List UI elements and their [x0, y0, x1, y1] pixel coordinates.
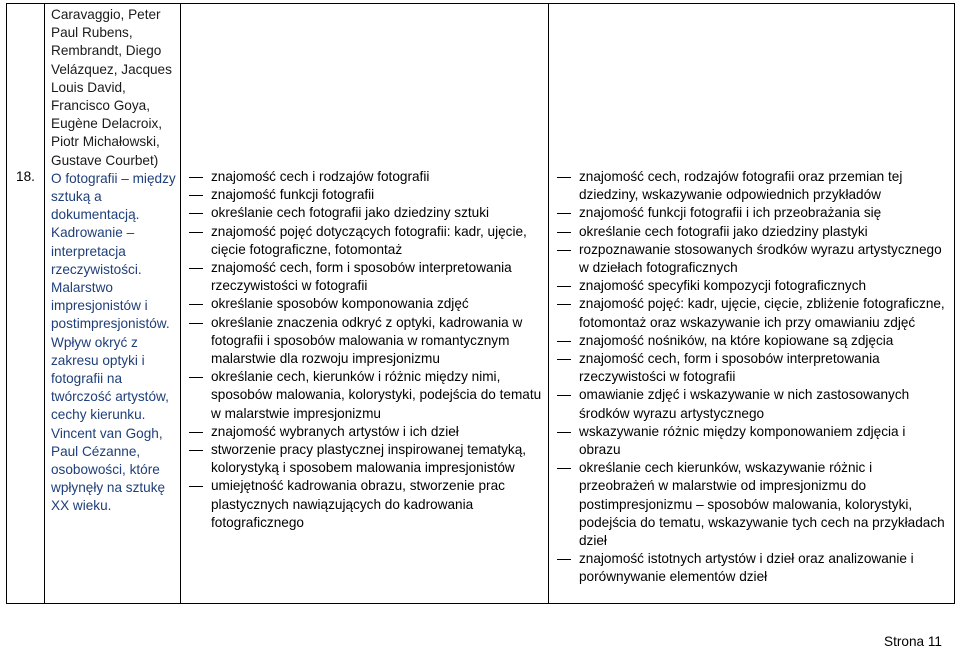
list-item — [189, 295, 542, 313]
list-item — [557, 223, 948, 241]
topic-line: Paul Cézanne, — [51, 443, 141, 459]
dash-icon — [189, 450, 203, 451]
list-item-text: znajomość funkcji fotografii i ich przeobrażania się — [579, 205, 882, 221]
dash-icon — [557, 250, 571, 251]
topic-line: wpłynęły na sztukę — [51, 480, 166, 496]
dash-icon — [557, 359, 571, 360]
curriculum-table — [6, 3, 955, 604]
topic-line: Paul Rubens, — [51, 25, 133, 41]
list-item-text: określanie cech kierunków, wskazywanie różnic i przeobrażeń w malarstwie od impresjonizmu do postimpresjonizmu – sposobów malowania, kolorystyki, podejścia do tematu, wskazywanie tych cech na przykładach dzieł — [579, 460, 945, 549]
topic-line: O fotografii – między — [51, 170, 176, 186]
topic-line: rzeczywistości. — [51, 261, 142, 277]
dash-icon — [189, 195, 203, 196]
topic-line: postimpresjonistów. — [51, 316, 170, 332]
list-item-text: znajomość wybranych artystów i ich dzieł — [211, 423, 459, 439]
list-item — [557, 204, 948, 222]
topic-line: XX wieku. — [51, 498, 112, 514]
dash-icon — [189, 232, 203, 233]
list-item-text: określanie cech fotografii jako dziedziny sztuki — [211, 205, 490, 221]
dash-icon — [557, 559, 571, 560]
list-item-text: określanie cech fotografii jako dziedziny plastyki — [579, 223, 868, 239]
list-item — [189, 223, 542, 259]
dash-icon — [189, 213, 203, 214]
list-item — [189, 259, 542, 295]
list-item-text: stworzenie pracy plastycznej inspirowanej tematyką, kolorystyką i sposobem malowania impresjonistów — [211, 442, 527, 476]
dash-icon — [557, 468, 571, 469]
list-item-text: znajomość cech, form i sposobów interpretowania rzeczywistości w fotografii — [211, 260, 512, 294]
requirements-extended-list — [557, 168, 948, 587]
dash-icon — [189, 486, 203, 487]
topic-line: interpretacja — [51, 243, 126, 259]
list-item — [557, 386, 948, 422]
list-item-text: znajomość funkcji fotografii — [211, 187, 375, 203]
dash-icon — [189, 323, 203, 324]
list-item-text: znajomość cech i rodzajów fotografii — [211, 169, 430, 184]
requirements-extended-cell — [549, 4, 955, 604]
list-item — [557, 295, 948, 331]
topic-line: Wpływ okryć z — [51, 334, 138, 350]
dash-icon — [557, 232, 571, 233]
list-item-text: określanie sposobów komponowania zdjęć — [211, 296, 469, 312]
list-item-text: znajomość cech, form i sposobów interpretowania rzeczywistości w fotografii — [579, 351, 880, 385]
list-item-text: rozpoznawanie stosowanych środków wyrazu artystycznego w dziełach fotograficznych — [579, 241, 942, 276]
dash-icon — [557, 286, 571, 287]
topic-line: Eugène Delacroix, — [51, 116, 163, 132]
topic-line: osobowości, które — [51, 462, 160, 478]
dash-icon — [557, 432, 571, 433]
list-item — [557, 168, 948, 204]
topic-description — [51, 170, 174, 516]
list-item — [557, 550, 948, 586]
list-item — [189, 186, 542, 204]
topic-line: impresjonistów i — [51, 298, 148, 314]
topic-cell — [45, 4, 181, 604]
topic-line: Caravaggio, Peter — [51, 7, 161, 22]
list-item — [557, 459, 948, 550]
list-item-text: znajomość cech, rodzajów fotografii oraz przemian tej dziedziny, wskazywanie odpowiednich przykładów — [579, 169, 903, 203]
dash-icon — [189, 432, 203, 433]
list-item-text: określanie znaczenia odkryć z optyki, kadrowania w fotografii i sposobów malowania w romantycznym malarstwie dla rozwoju impresjonizmu — [211, 314, 523, 367]
list-item — [557, 350, 948, 386]
list-item-text: znajomość specyfiki kompozycji fotograficznych — [579, 278, 867, 294]
list-item-text: znajomość pojęć: kadr, ujęcie, cięcie, zbliżenie fotograficzne, fotomontaż oraz wskazywanie ich przy omawianiu zdjęć — [579, 296, 945, 330]
list-item — [189, 477, 542, 532]
list-item — [189, 168, 542, 186]
dash-icon — [557, 213, 571, 214]
topic-line: Louis David, — [51, 79, 126, 95]
dash-icon — [557, 395, 571, 396]
dash-icon — [189, 304, 203, 305]
table-row — [7, 4, 955, 604]
topic-line: Piotr Michałowski, — [51, 134, 160, 150]
topic-line: Francisco Goya, — [51, 98, 150, 114]
list-item-text: omawianie zdjęć i wskazywanie w nich zastosowanych środków wyrazu artystycznego — [579, 387, 910, 421]
dash-icon — [557, 341, 571, 342]
list-item-text: znajomość istotnych artystów i dzieł oraz analizowanie i porównywanie elementów dzieł — [579, 551, 914, 585]
topic-line: fotografii na — [51, 371, 123, 387]
topic-line: dokumentacją. — [51, 207, 140, 223]
list-item-text: umiejętność kadrowania obrazu, stworzenie prac plastycznych nawiązujących do kadrowania fotograficznego — [211, 478, 505, 530]
topic-line: cechy kierunku. — [51, 407, 146, 423]
topic-line: Velázquez, Jacques — [51, 61, 172, 77]
list-item — [189, 441, 542, 477]
topic-line: Vincent van Gogh, — [51, 425, 163, 441]
dash-icon — [557, 177, 571, 178]
list-item — [557, 241, 948, 277]
list-item — [557, 332, 948, 350]
topic-line: zakresu optyki i — [51, 352, 145, 368]
dash-icon — [557, 304, 571, 305]
topic-line: twórczość artystów, — [51, 389, 169, 405]
list-item-text: znajomość nośników, na które kopiowane są zdjęcia — [579, 332, 894, 348]
requirements-basic-list — [189, 168, 542, 532]
list-item — [557, 423, 948, 459]
topic-line: Malarstwo — [51, 280, 113, 296]
list-item — [189, 204, 542, 222]
list-item — [189, 423, 542, 441]
topic-line: Gustave Courbet) — [51, 152, 159, 168]
list-item-text: wskazywanie różnic między komponowaniem zdjęcia i obrazu — [579, 423, 906, 458]
row-number: 18. — [7, 4, 45, 604]
topic-line: Rembrandt, Diego — [51, 43, 162, 59]
list-item — [189, 314, 542, 369]
topic-line: Kadrowanie – — [51, 225, 135, 241]
dash-icon — [189, 177, 203, 178]
topic-artists-continued — [51, 6, 174, 170]
list-item-text: znajomość pojęć dotyczących fotografii: kadr, ujęcie, cięcie fotograficzne, fotomontaż — [211, 223, 527, 257]
dash-icon — [189, 377, 203, 378]
dash-icon — [189, 268, 203, 269]
list-item — [557, 277, 948, 295]
requirements-basic-cell — [181, 4, 549, 604]
page-number: Strona 11 — [884, 634, 942, 649]
list-item-text: określanie cech, kierunków i różnic między nimi, sposobów malowania, kolorystyki, podejścia do tematu w malarstwie impresjonizmu — [211, 369, 542, 421]
list-item — [189, 368, 542, 423]
topic-line: sztuką a — [51, 189, 102, 205]
